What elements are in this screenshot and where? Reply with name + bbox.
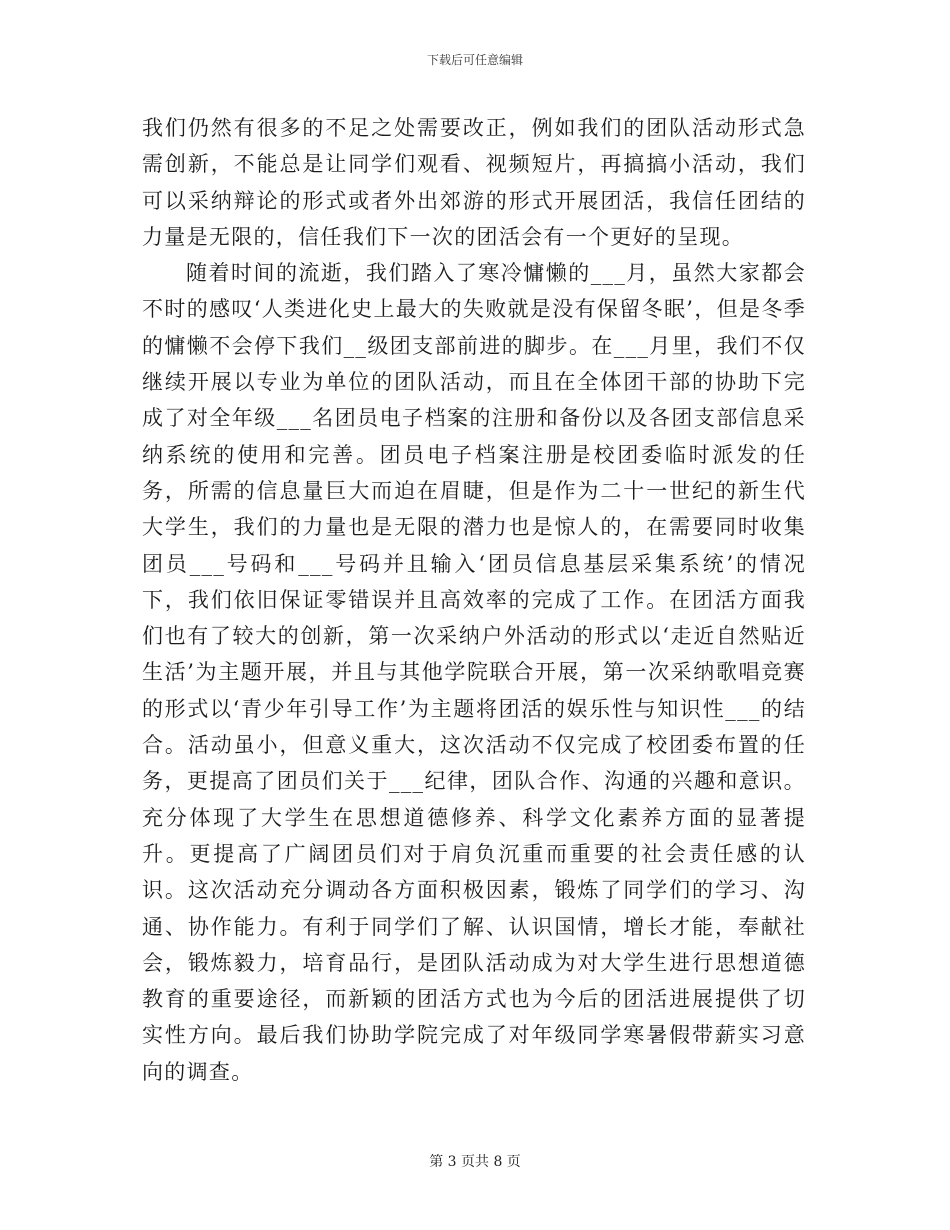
document-body: [142, 110, 806, 1090]
page-footer: 第 3 页共 8 页: [429, 1154, 521, 1170]
paragraph-main: 随着时间的流逝，我们踏入了寒冷慵懒的___月，虽然大家都会不时的感叹‘人类进化史上最大的失败就是没有保留冬眠’，但是冬季的慵懒不会停下我们__级团支部前进的脚步。在___月里，我们不仅继续开展以专业为单位的团队活动，而且在全体团干部的协助下完成了对全年级___名团员电子档案的注册和备份以及各团支部信息采纳系统的使用和完善。团员电子档案注册是校团委临时派发的任务，所需的信息量巨大而迫在眉睫，但是作为二十一世纪的新生代大学生，我们的力量也是无限的潜力也是惊人的，在需要同时收集团员___号码和___号码并且输入‘团员信息基层采集系统’的情况下，我们依旧保证零错误并且高效率的完成了工作。在团活方面我们也有了较大的创新，第一次采纳户外活动的形式以‘走近自然贴近生活’为主题开展，并且与其他学院联合开展，第一次采纳歌唱竞赛的形式以‘青少年引导工作’为主题将团活的娱乐性与知识性___的结合。活动虽小，但意义重大，这次活动不仅完成了校团委布置的任务，更提高了团员们关于___纪律，团队合作、沟通的兴趣和意识。充分体现了大学生在思想道德修养、科学文化素养方面的显著提升。更提高了广阔团员们对于肩负沉重而重要的社会责任感的认识。这次活动充分调动各方面积极因素，锻炼了同学们的学习、沟通、协作能力。有利于同学们了解、认识国情，增长才能，奉献社会，锻炼毅力，培育品行，是团队活动成为对大学生进行思想道德教育的重要途径，而新颖的团活方式也为今后的团活进展提供了切实性方向。最后我们协助学院完成了对年级同学寒暑假带薪实习意向的调查。: [142, 261, 806, 1084]
paragraph-continuation: 我们仍然有很多的不足之处需要改正，例如我们的团队活动形式急需创新，不能总是让同学们观看、视频短片，再搞搞小活动，我们可以采纳辩论的形式或者外出郊游的形式开展团活，我信任团结的力量是无限的，信任我们下一次的团活会有一个更好的呈现。: [142, 116, 806, 249]
page-header: 下载后可任意编辑: [426, 53, 523, 67]
